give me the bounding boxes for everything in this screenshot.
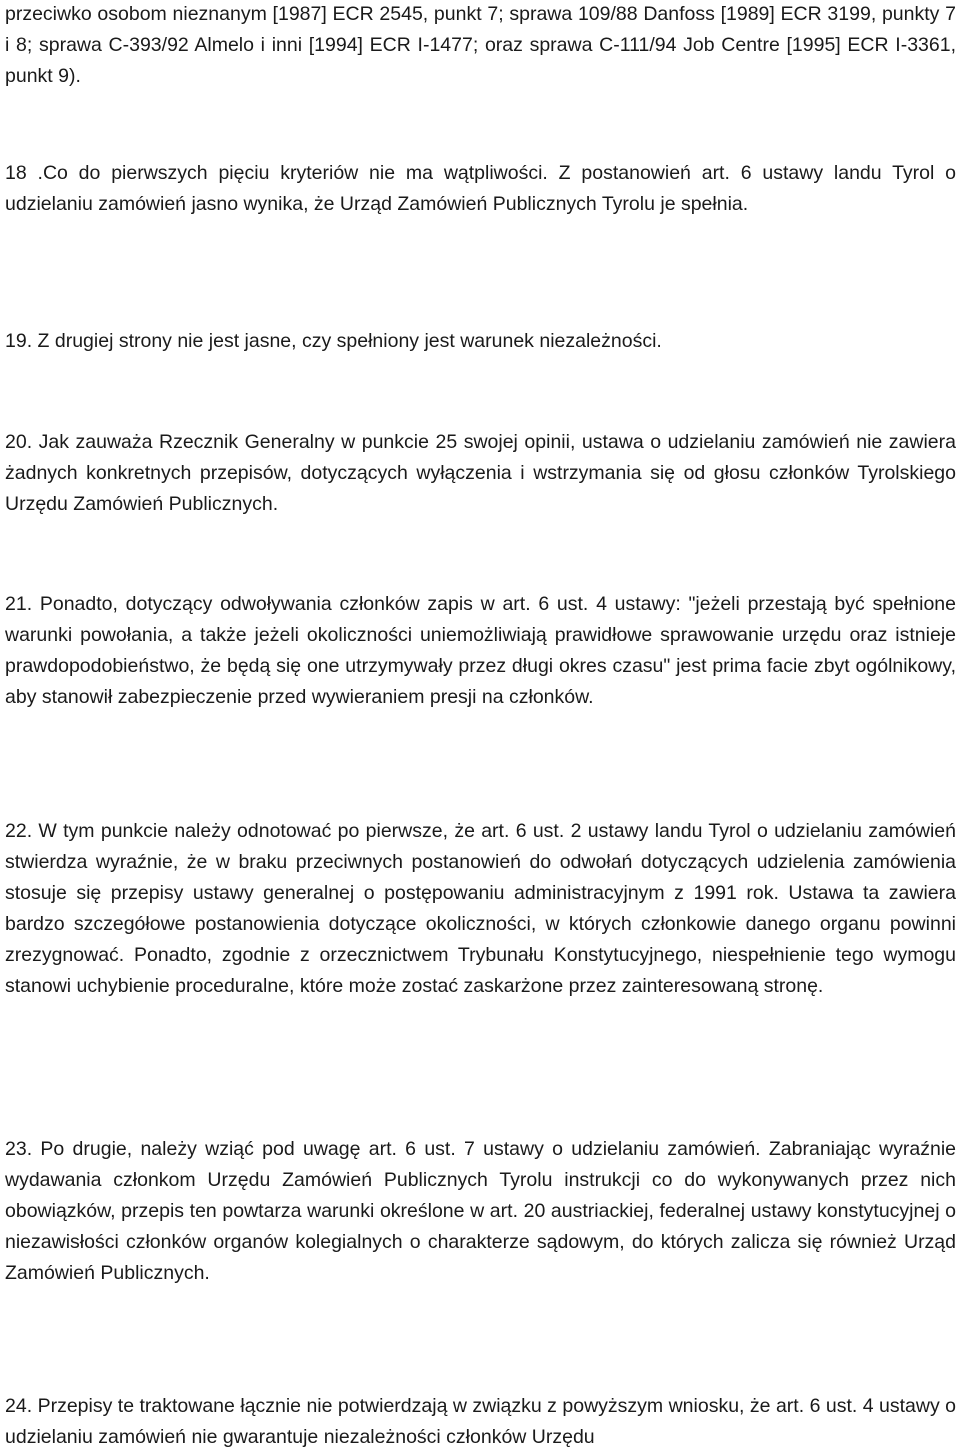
paragraph-number: 21.: [5, 593, 40, 615]
paragraph-21: [5, 589, 956, 713]
paragraph-23: [5, 1134, 956, 1289]
paragraph-22: [5, 816, 956, 1002]
paragraph-number: 20.: [5, 431, 39, 453]
paragraph-text: Ponadto, dotyczący odwoływania członków zapis w art. 6 ust. 4 ustawy: "jeżeli przestają być spełnione warunki powołania, a także jeżeli okoliczności uniemożliwiają prawidłowe sprawowanie urzędu oraz istnieje prawdopodobieństwo, że będą się one utrzymywały przez długi okres czasu" jest prima facie zbyt ogólnikowy, aby stanowił zabezpieczenie przed wywieraniem presji na członków.: [5, 593, 956, 708]
paragraph-17-continuation: [5, 0, 956, 92]
paragraph-text: Co do pierwszych pięciu kryteriów nie ma wątpliwości. Z postanowień art. 6 ustawy landu Tyrol o udzielaniu zamówień jasno wynika, że Urząd Zamówień Publicznych Tyrolu je spełnia.: [5, 162, 956, 215]
paragraph-text: Jak zauważa Rzecznik Generalny w punkcie 25 swojej opinii, ustawa o udzielaniu zamówień nie zawiera żadnych konkretnych przepisów, dotyczących wyłączenia i wstrzymania się od głosu członków Tyrolskiego Urzędu Zamówień Publicznych.: [5, 431, 956, 515]
paragraph-18: [5, 158, 956, 220]
paragraph-number: 24.: [5, 1395, 38, 1417]
paragraph-number: 23.: [5, 1138, 41, 1160]
paragraph-text: przeciwko osobom nieznanym [1987] ECR 2545, punkt 7; sprawa 109/88 Danfoss [1989] ECR 3199, punkty 7 i 8; sprawa C-393/92 Almelo i inni [1994] ECR I-1477; oraz sprawa C-111/94 Job Centre [1995] ECR I-3361, punkt 9).: [5, 3, 956, 87]
paragraph-24: [5, 1391, 956, 1453]
paragraph-text: Przepisy te traktowane łącznie nie potwierdzają w związku z powyższym wniosku, że art. 6 ust. 4 ustawy o udzielaniu zamówień nie gwarantuje niezależności członków Urzędu: [5, 1395, 957, 1448]
paragraph-number: 22.: [5, 820, 39, 842]
paragraph-19: [5, 326, 956, 357]
paragraph-text: Z drugiej strony nie jest jasne, czy spełniony jest warunek niezależności.: [37, 330, 662, 352]
paragraph-number: 19.: [5, 330, 38, 352]
document-page: [5, 0, 956, 1452]
paragraph-text: Po drugie, należy wziąć pod uwagę art. 6 ust. 7 ustawy o udzielaniu zamówień. Zabraniając wyraźnie wydawania członkom Urzędu Zamówień Publicznych Tyrolu instrukcji co do wykonywanych przez nich obowiązków, przepis ten powtarza warunki określone w art. 20 austriackiej, federalnej ustawy konstytucyjnej o niezawisłości członków organów kolegialnych o charakterze sądowym, do których zalicza się również Urząd Zamówień Publicznych.: [5, 1138, 956, 1284]
paragraph-text: W tym punkcie należy odnotować po pierwsze, że art. 6 ust. 2 ustawy landu Tyrol o udzielaniu zamówień stwierdza wyraźnie, że w braku przeciwnych postanowień do odwołań dotyczących udzielenia zamówienia stosuje się przepisy ustawy generalnej o postępowaniu administracyjnym z 1991 rok. Ustawa ta zawiera bardzo szczegółowe postanowienia dotyczące okoliczności, w których członkowie danego organu powinni zrezygnować. Ponadto, zgodnie z orzecznictwem Trybunału Konstytucyjnego, niespełnienie tego wymogu stanowi uchybienie proceduralne, które może zostać zaskarżone przez zainteresowaną stronę.: [5, 820, 957, 997]
paragraph-number: 18 .: [5, 162, 43, 184]
paragraph-20: [5, 427, 956, 520]
